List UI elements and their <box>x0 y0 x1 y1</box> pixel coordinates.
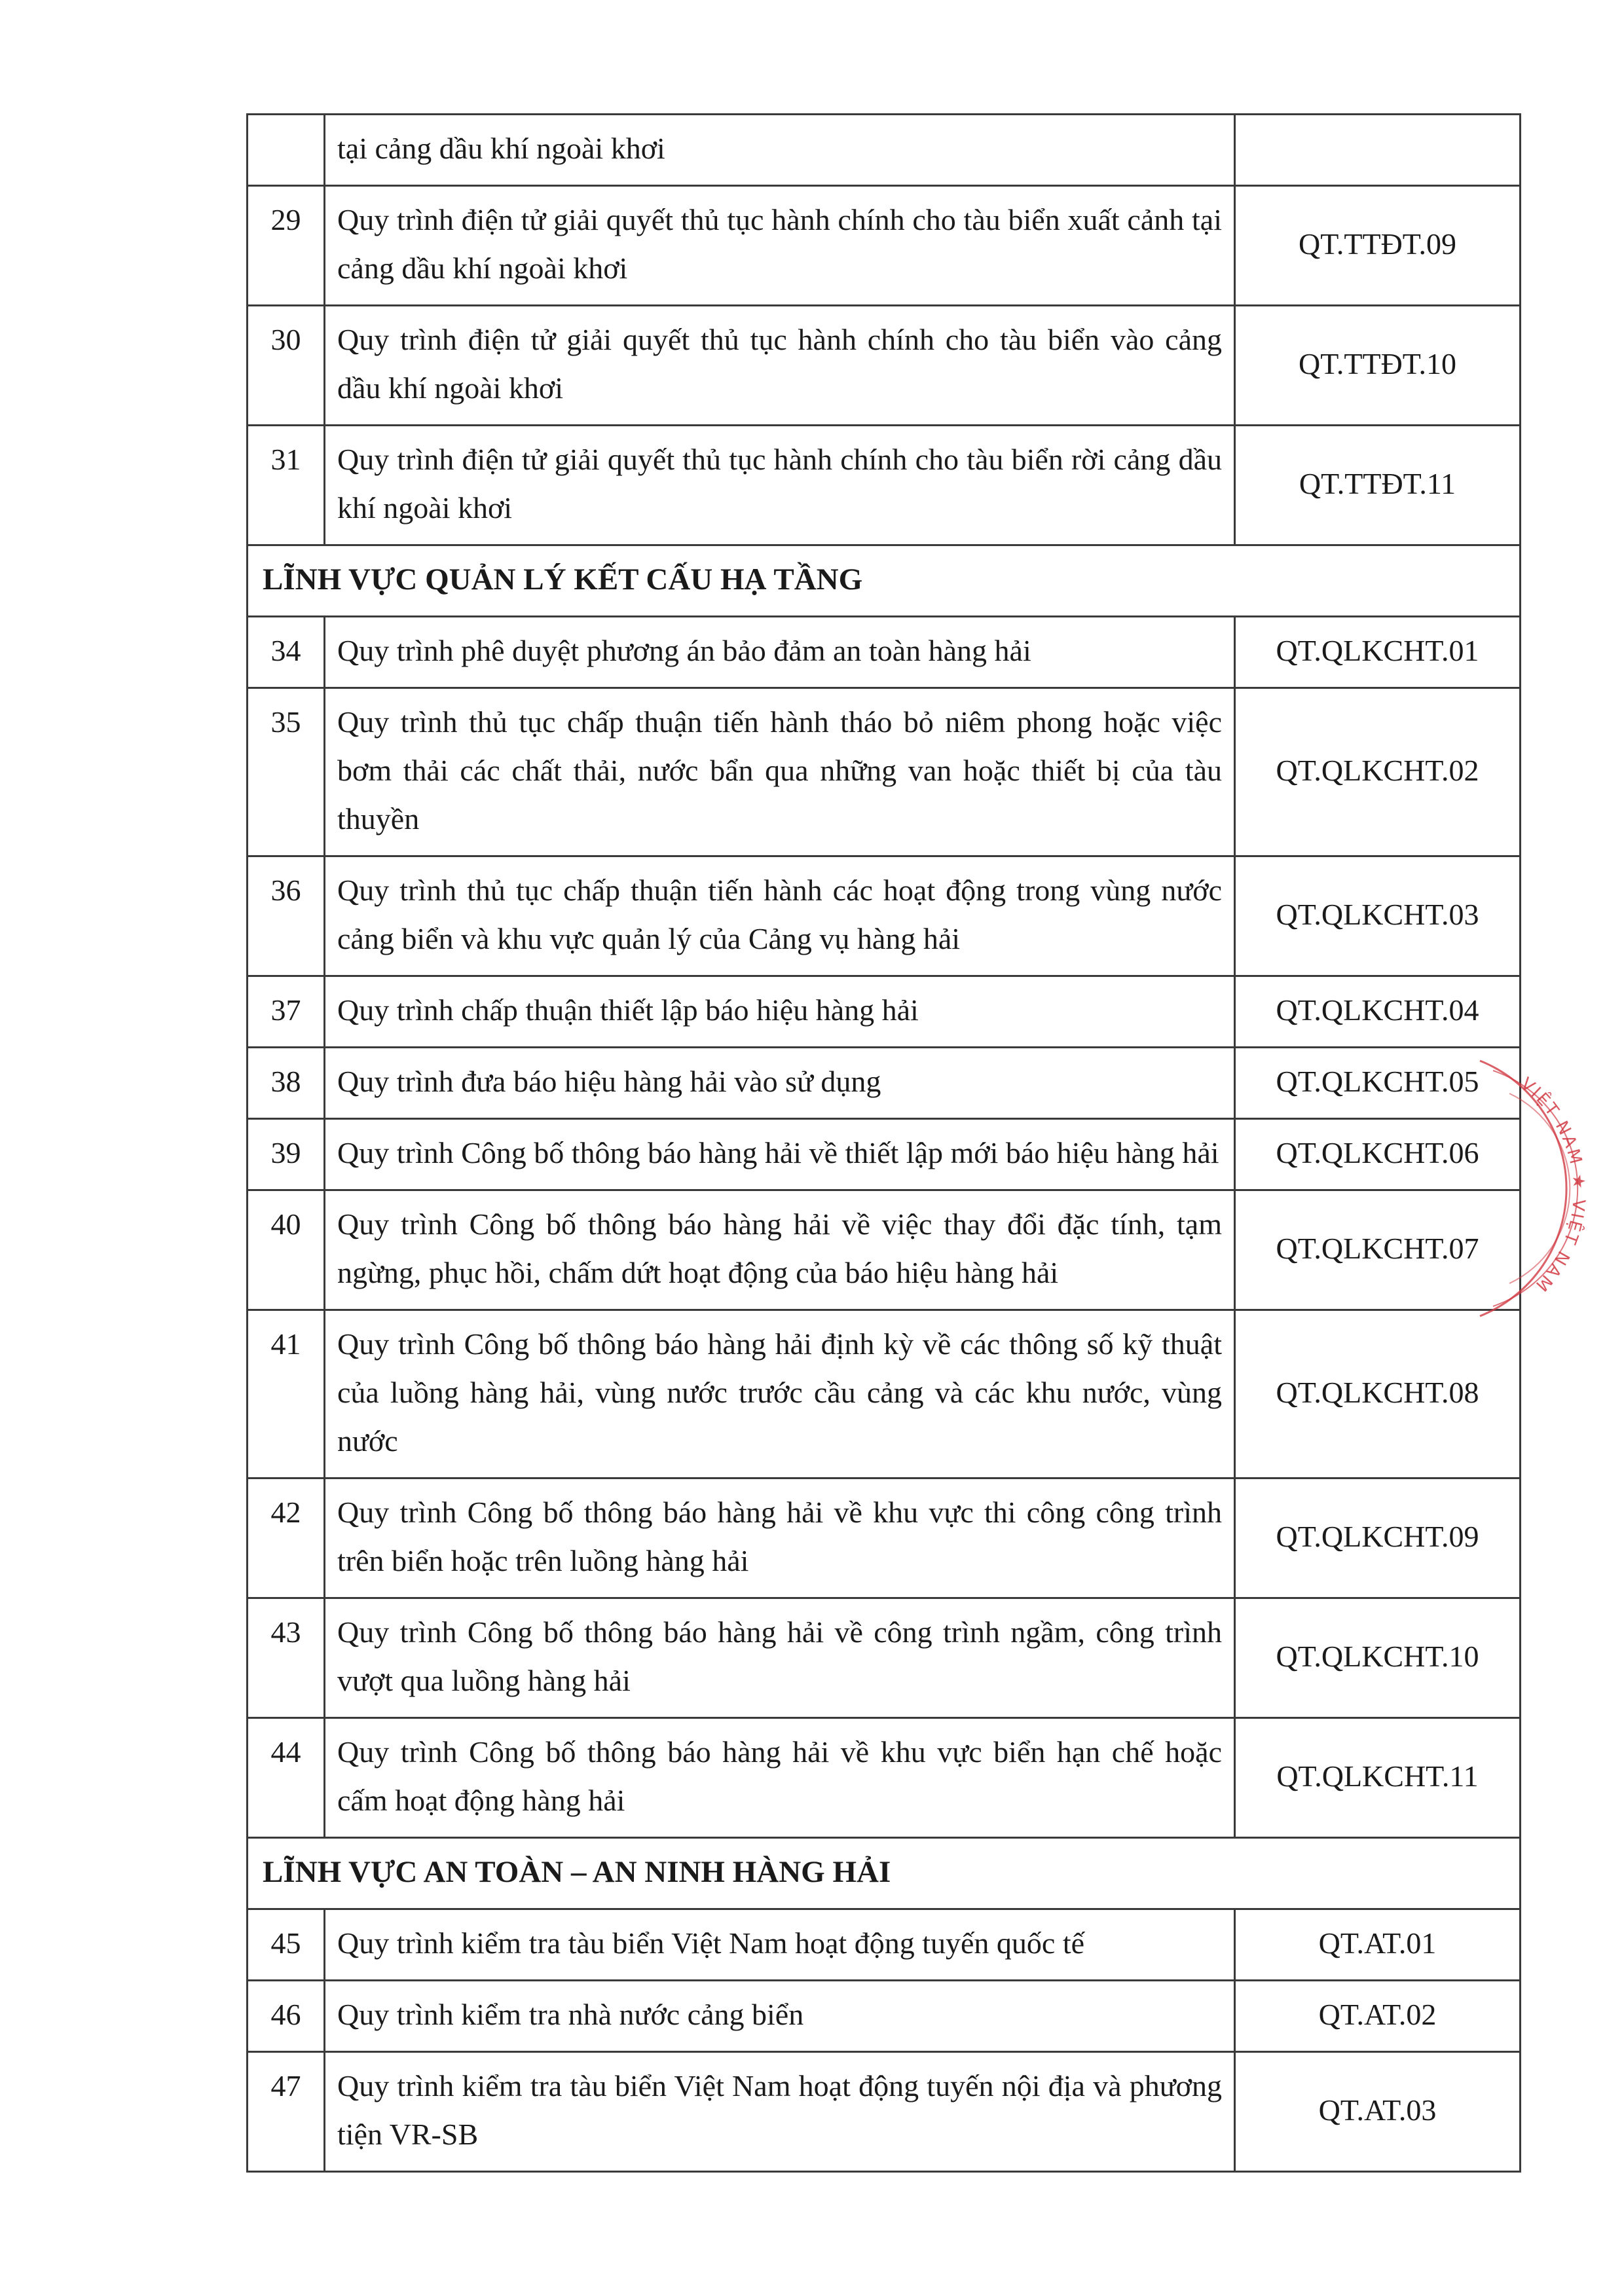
table-row <box>248 617 1521 688</box>
table-row <box>248 1190 1521 1310</box>
row-number <box>248 115 325 186</box>
procedure-name: Quy trình Công bố thông báo hàng hải về thiết lập mới báo hiệu hàng hải <box>325 1119 1235 1190</box>
official-seal-stamp <box>1473 1048 1624 1323</box>
procedure-code: QT.AT.03 <box>1235 2052 1521 2172</box>
procedure-name: Quy trình điện tử giải quyết thủ tục hành chính cho tàu biển xuất cảnh tại cảng dầu khí ngoài khơi <box>325 186 1235 306</box>
procedure-code: QT.QLKCHT.05 <box>1235 1048 1521 1119</box>
procedure-code: QT.QLKCHT.08 <box>1235 1310 1521 1478</box>
procedure-code: QT.AT.01 <box>1235 1909 1521 1981</box>
stamp-text: VIỆT NAM ★ VIỆT NAM <box>1517 1074 1589 1296</box>
procedure-code: QT.QLKCHT.09 <box>1235 1478 1521 1598</box>
procedure-name: Quy trình Công bố thông báo hàng hải về khu vực biển hạn chế hoặc cấm hoạt động hàng hải <box>325 1718 1235 1838</box>
procedure-name: Quy trình Công bố thông báo hàng hải về công trình ngầm, công trình vượt qua luồng hàng hải <box>325 1598 1235 1718</box>
table-row <box>248 688 1521 856</box>
procedure-name: Quy trình phê duyệt phương án bảo đảm an toàn hàng hải <box>325 617 1235 688</box>
procedure-name: Quy trình đưa báo hiệu hàng hải vào sử dụng <box>325 1048 1235 1119</box>
row-number: 44 <box>248 1718 325 1838</box>
table-row <box>248 856 1521 976</box>
table-row <box>248 1310 1521 1478</box>
section-title: LĨNH VỰC AN TOÀN – AN NINH HÀNG HẢI <box>248 1838 1521 1909</box>
procedure-code: QT.TTĐT.10 <box>1235 306 1521 426</box>
row-number: 34 <box>248 617 325 688</box>
procedure-name: tại cảng dầu khí ngoài khơi <box>325 115 1235 186</box>
table-row <box>248 306 1521 426</box>
row-number: 46 <box>248 1981 325 2052</box>
procedure-code: QT.QLKCHT.06 <box>1235 1119 1521 1190</box>
procedure-code: QT.TTĐT.09 <box>1235 186 1521 306</box>
row-number: 41 <box>248 1310 325 1478</box>
table-row <box>248 426 1521 545</box>
table-row <box>248 115 1521 186</box>
procedure-table <box>246 113 1521 2173</box>
row-number: 29 <box>248 186 325 306</box>
procedure-name: Quy trình kiểm tra tàu biển Việt Nam hoạt động tuyến quốc tế <box>325 1909 1235 1981</box>
table-row <box>248 1981 1521 2052</box>
procedure-name: Quy trình Công bố thông báo hàng hải về khu vực thi công công trình trên biển hoặc trên luồng hàng hải <box>325 1478 1235 1598</box>
procedure-code: QT.QLKCHT.04 <box>1235 976 1521 1048</box>
procedure-table-body <box>248 115 1521 2172</box>
section-header-row <box>248 545 1521 617</box>
procedure-name: Quy trình điện tử giải quyết thủ tục hành chính cho tàu biển vào cảng dầu khí ngoài khơi <box>325 306 1235 426</box>
table-row <box>248 1048 1521 1119</box>
row-number: 47 <box>248 2052 325 2172</box>
row-number: 38 <box>248 1048 325 1119</box>
row-number: 37 <box>248 976 325 1048</box>
row-number: 35 <box>248 688 325 856</box>
table-row <box>248 1598 1521 1718</box>
row-number: 39 <box>248 1119 325 1190</box>
procedure-name: Quy trình thủ tục chấp thuận tiến hành các hoạt động trong vùng nước cảng biển và khu vực quản lý của Cảng vụ hàng hải <box>325 856 1235 976</box>
row-number: 40 <box>248 1190 325 1310</box>
section-title: LĨNH VỰC QUẢN LÝ KẾT CẤU HẠ TẦNG <box>248 545 1521 617</box>
table-row <box>248 1478 1521 1598</box>
table-row <box>248 1718 1521 1838</box>
section-header-row <box>248 1838 1521 1909</box>
table-row <box>248 186 1521 306</box>
procedure-code: QT.QLKCHT.11 <box>1235 1718 1521 1838</box>
procedure-code <box>1235 115 1521 186</box>
procedure-name: Quy trình chấp thuận thiết lập báo hiệu hàng hải <box>325 976 1235 1048</box>
table-row <box>248 2052 1521 2172</box>
procedure-code: QT.QLKCHT.01 <box>1235 617 1521 688</box>
row-number: 43 <box>248 1598 325 1718</box>
row-number: 31 <box>248 426 325 545</box>
procedure-name: Quy trình Công bố thông báo hàng hải về việc thay đổi đặc tính, tạm ngừng, phục hồi, chấm dứt hoạt động của báo hiệu hàng hải <box>325 1190 1235 1310</box>
row-number: 30 <box>248 306 325 426</box>
table-row <box>248 976 1521 1048</box>
procedure-name: Quy trình kiểm tra tàu biển Việt Nam hoạt động tuyến nội địa và phương tiện VR-SB <box>325 2052 1235 2172</box>
procedure-code: QT.AT.02 <box>1235 1981 1521 2052</box>
procedure-name: Quy trình Công bố thông báo hàng hải định kỳ về các thông số kỹ thuật của luồng hàng hải, vùng nước trước cầu cảng và các khu nước, vùng nước <box>325 1310 1235 1478</box>
svg-text:VIỆT NAM ★ VIỆT NAM <box>1517 1074 1589 1296</box>
procedure-code: QT.QLKCHT.03 <box>1235 856 1521 976</box>
procedure-code: QT.TTĐT.11 <box>1235 426 1521 545</box>
procedure-code: QT.QLKCHT.02 <box>1235 688 1521 856</box>
procedure-name: Quy trình thủ tục chấp thuận tiến hành tháo bỏ niêm phong hoặc việc bơm thải các chất thải, nước bẩn qua những van hoặc thiết bị của tàu thuyền <box>325 688 1235 856</box>
procedure-code: QT.QLKCHT.07 <box>1235 1190 1521 1310</box>
row-number: 42 <box>248 1478 325 1598</box>
procedure-name: Quy trình điện tử giải quyết thủ tục hành chính cho tàu biển rời cảng dầu khí ngoài khơi <box>325 426 1235 545</box>
row-number: 45 <box>248 1909 325 1981</box>
procedure-name: Quy trình kiểm tra nhà nước cảng biển <box>325 1981 1235 2052</box>
row-number: 36 <box>248 856 325 976</box>
procedure-code: QT.QLKCHT.10 <box>1235 1598 1521 1718</box>
table-row <box>248 1909 1521 1981</box>
table-row <box>248 1119 1521 1190</box>
